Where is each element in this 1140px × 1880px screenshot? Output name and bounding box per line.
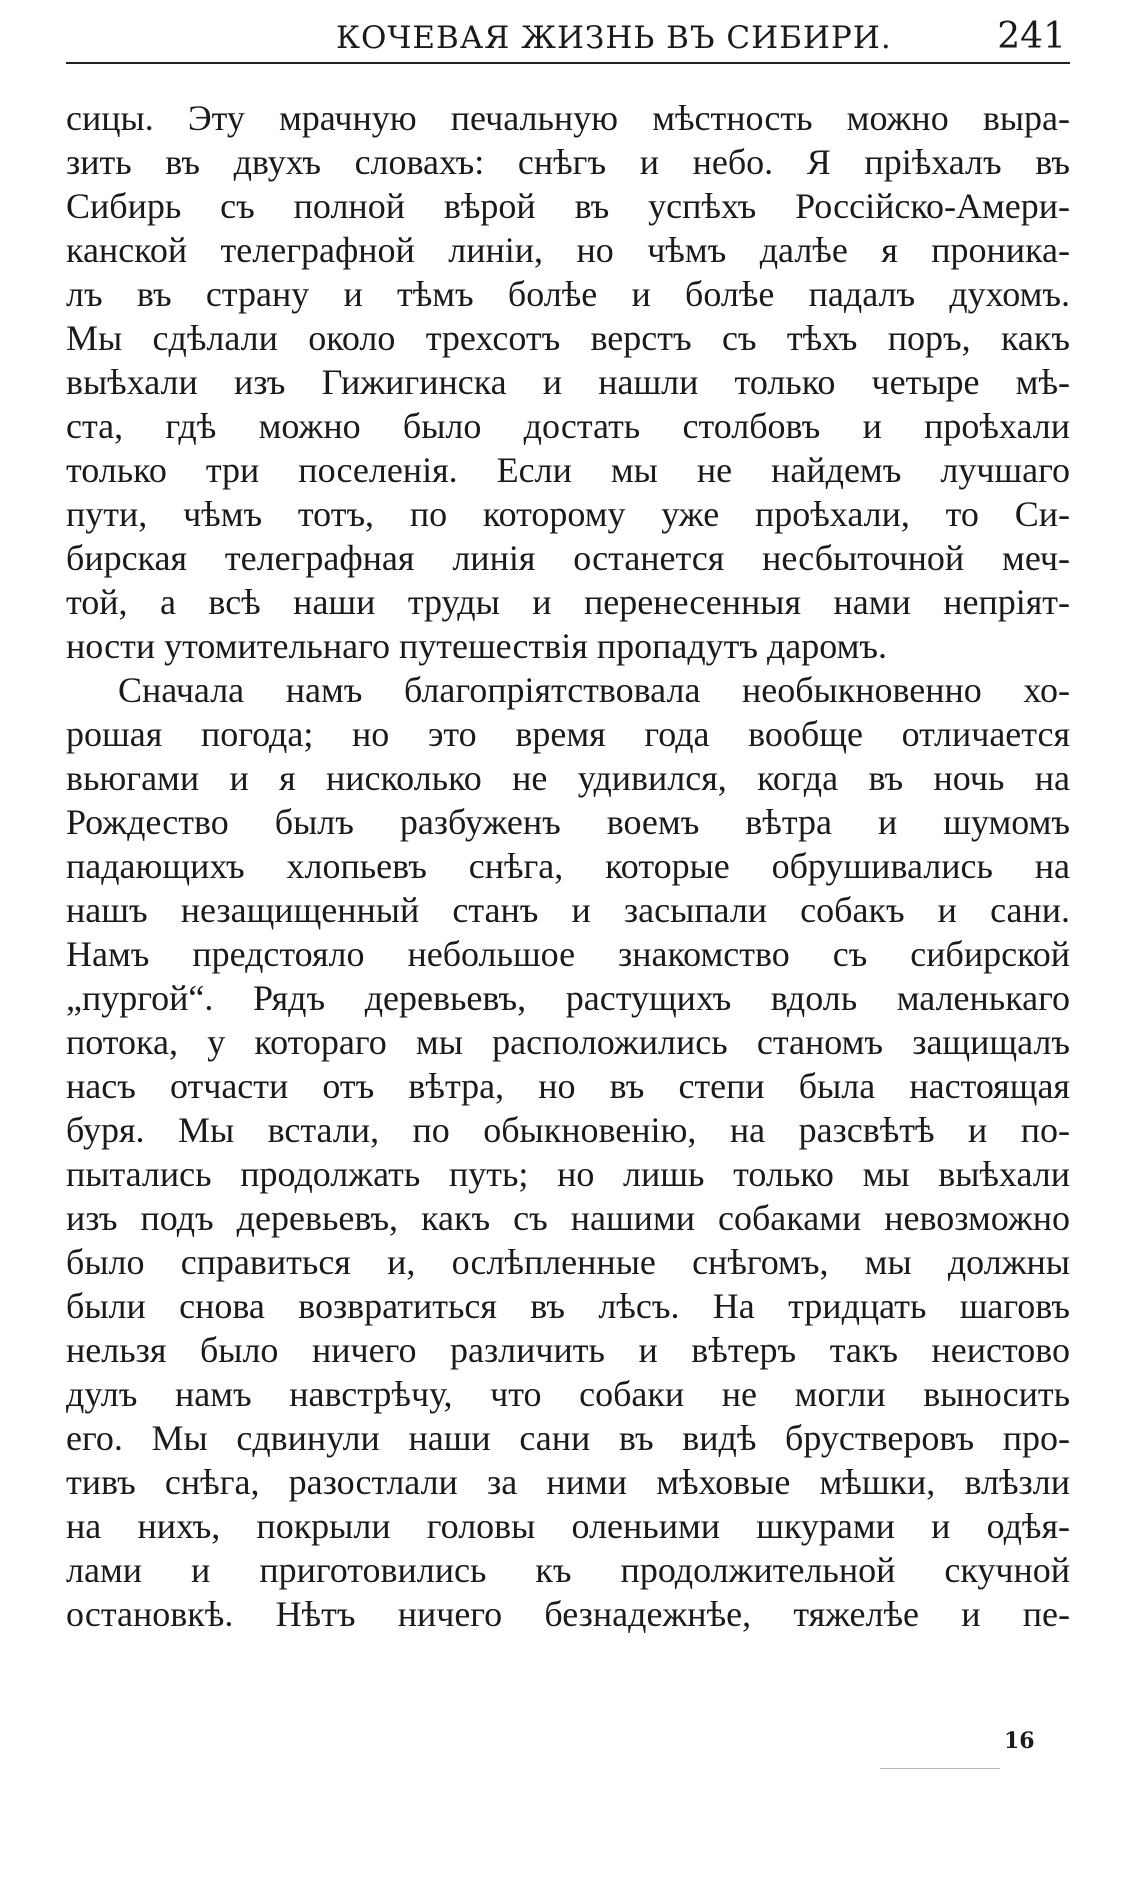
- text-line: той, а всѣ наши труды и перенесенныя нами непріят-: [66, 582, 1070, 622]
- text-line: ста, гдѣ можно было достать столбовъ и проѣхали: [66, 406, 1070, 446]
- text-line: тивъ снѣга, разостлали за ними мѣховые мѣшки, влѣзли: [66, 1462, 1070, 1502]
- text-line: его. Мы сдвинули наши сани въ видѣ брустверовъ про-: [66, 1418, 1070, 1458]
- text-line: канской телеграфной линіи, но чѣмъ далѣе я проника-: [66, 230, 1070, 270]
- text-line: Мы сдѣлали около трехсотъ верстъ съ тѣхъ поръ, какъ: [66, 318, 1070, 358]
- text-line: Рождество былъ разбуженъ воемъ вѣтра и шумомъ: [66, 802, 1070, 842]
- text-line: лами и приготовились къ продолжительной скучной: [66, 1550, 1070, 1590]
- text-line: ности утомительнаго путешествія пропадутъ даромъ.: [66, 626, 887, 666]
- text-line: потока, у котораго мы расположились станомъ защищалъ: [66, 1022, 1070, 1062]
- text-line: изъ подъ деревьевъ, какъ съ нашими собаками невозможно: [66, 1198, 1070, 1238]
- text-line: нашъ незащищенный станъ и засыпали собакъ и сани.: [66, 890, 1070, 930]
- body-text: [66, 96, 1070, 1636]
- text-line: пути, чѣмъ тотъ, по которому уже проѣхали, то Си-: [66, 494, 1070, 534]
- paragraph-2: [66, 668, 1070, 1636]
- header-rule: [66, 62, 1070, 64]
- text-line: выѣхали изъ Гижигинска и нашли только четыре мѣ-: [66, 362, 1070, 402]
- running-head: [66, 16, 1066, 62]
- text-line: вьюгами и я нисколько не удивился, когда въ ночь на: [66, 758, 1070, 798]
- text-line: лъ въ страну и тѣмъ болѣе и болѣе падалъ духомъ.: [66, 274, 1070, 314]
- text-line: Сибирь съ полной вѣрой въ успѣхъ Россійско-Амери-: [66, 186, 1070, 226]
- text-line: было справиться и, ослѣпленные снѣгомъ, мы должны: [66, 1242, 1070, 1282]
- paragraph-1: [66, 96, 1070, 668]
- text-line: Сначала намъ благопріятствовала необыкновенно хо-: [118, 670, 1070, 710]
- text-line: Намъ предстояло небольшое знакомство съ сибирской: [66, 934, 1070, 974]
- text-line: пытались продолжать путь; но лишь только мы выѣхали: [66, 1154, 1070, 1194]
- text-line: насъ отчасти отъ вѣтра, но въ степи была настоящая: [66, 1066, 1070, 1106]
- footer-rule: [880, 1768, 1000, 1769]
- page-number: 241: [997, 16, 1066, 57]
- text-line: буря. Мы встали, по обыкновенію, на разсвѣтѣ и по-: [66, 1110, 1070, 1150]
- text-line: дулъ намъ навстрѣчу, что собаки не могли выносить: [66, 1374, 1070, 1414]
- text-line: рошая погода; но это время года вообще отличается: [66, 714, 1070, 754]
- signature-mark: 16: [1004, 1728, 1035, 1754]
- text-line: были снова возвратиться въ лѣсъ. На тридцать шаговъ: [66, 1286, 1070, 1326]
- text-line: только три поселенія. Если мы не найдемъ лучшаго: [66, 450, 1070, 490]
- text-line: сицы. Эту мрачную печальную мѣстность можно выра-: [66, 98, 1070, 138]
- text-line: бирская телеграфная линія останется несбыточной меч-: [66, 538, 1070, 578]
- text-line: зить въ двухъ словахъ: снѣгъ и небо. Я пріѣхалъ въ: [66, 142, 1070, 182]
- text-line: падающихъ хлопьевъ снѣга, которые обрушивались на: [66, 846, 1070, 886]
- text-line: нельзя было ничего различить и вѣтеръ такъ неистово: [66, 1330, 1070, 1370]
- text-line: на нихъ, покрыли головы оленьими шкурами и одѣя-: [66, 1506, 1070, 1546]
- text-line: остановкѣ. Нѣтъ ничего безнадежнѣе, тяжелѣе и пе-: [66, 1594, 1070, 1634]
- running-title: КОЧЕВАЯ ЖИЗНЬ ВЪ СИБИРИ.: [336, 20, 892, 56]
- text-line: „пургой“. Рядъ деревьевъ, растущихъ вдоль маленькаго: [66, 978, 1070, 1018]
